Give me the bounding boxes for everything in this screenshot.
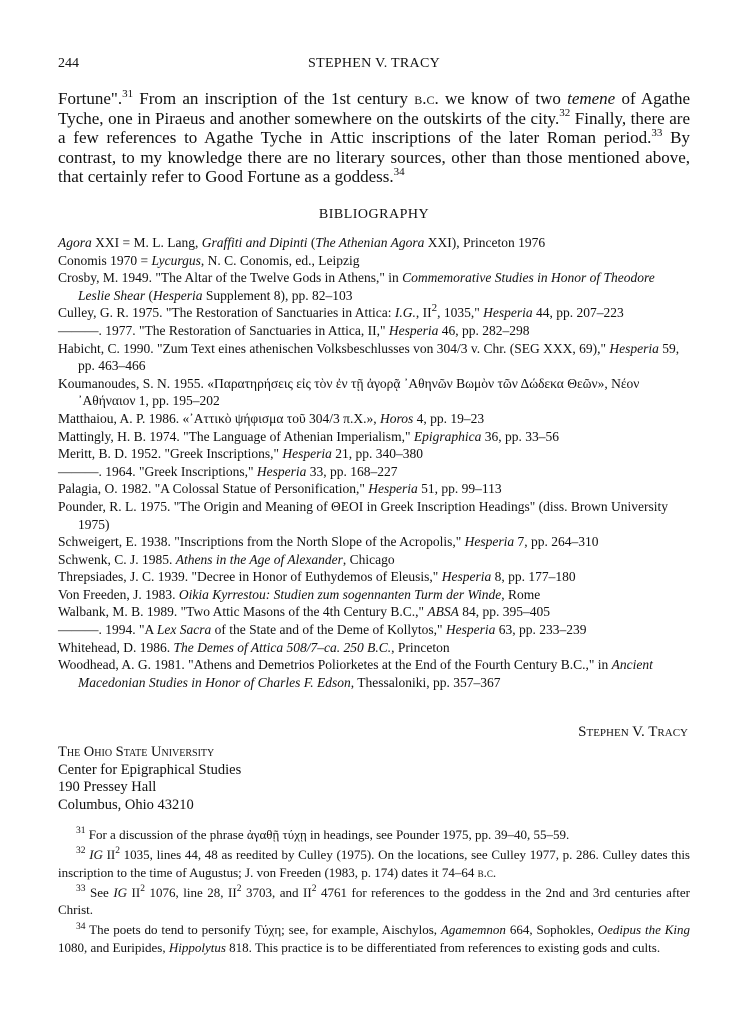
bib-entry: Mattingly, H. B. 1974. "The Language of Athenian Imperialism," Epigraphica 36, pp. 33–56 <box>58 428 559 444</box>
page-number: 244 <box>58 56 79 71</box>
footnote-ref-34[interactable]: 34 <box>393 165 405 178</box>
footnote-33: $^{33}$ See IG $II^2$ 1076, line 28, $II^2$ 3703, and $II^2$ 4761 for references to the goddess in the 2nd and 3rd centuries after Christ. <box>58 884 690 918</box>
bib-entry: Matthaiou, A. P. 1986. «᾿Αττικὸ ψήφισμα τοῦ 304/3 π.Χ.», Horos 4, pp. 19–23 <box>58 410 485 426</box>
bib-entry: Culley, G. R. 1975. "The Restoration of Sanctuaries in Attica: I.G., $II^2$, 1035," Hesperia 44, pp. 207–223 <box>58 302 624 321</box>
footnotes <box>58 826 690 959</box>
running-head: STEPHEN V. TRACY <box>308 56 440 71</box>
footnote-34: $^{34}$ The poets do tend to personify Τύχη; see, for example, Aischylos, Agamemnon 664, Sophokles, Oedipus the King 1080, and Euripides, Hippolytus 818. This practice is to be differentiated from references to existing gods and cults. <box>58 921 690 955</box>
page-header <box>58 56 690 76</box>
bib-entry: Crosby, M. 1949. "The Altar of the Twelve Gods in Athens," in Commemorative Studies in Honor of Theodore Leslie Shear (Hesperia Supplement 8), pp. 82–103 <box>58 270 655 303</box>
bib-entry: Pounder, R. L. 1975. "The Origin and Meaning of ΘΕΟΙ in Greek Inscription Headings" (diss. Brown University 1975) <box>58 498 669 532</box>
bib-entry: Agora XXI = M. L. Lang, Graffiti and Dipinti (The Athenian Agora XXI), Princeton 1976 <box>58 235 546 250</box>
footnote-ref-33[interactable]: 33 <box>651 126 663 139</box>
body-paragraph: Fortune".$^{31}$ From an inscription of the 1st century b.c. we know of two temene of Agathe Tyche, one in Piraeus and another somewhere on the outskirts of the city.$^{32}$ Finally, there are a few references to Agathe Tyche in Attic inscriptions of the later Roman period.$^{33}$ By contrast, to my knowledge there are no literary sources, other than those mentioned above, that certainly refer to Good Fortune as a goddess.$^{34}$ <box>58 87 691 186</box>
bib-entry: ———. 1964. "Greek Inscriptions," Hesperia 33, pp. 168–227 <box>58 463 398 479</box>
bib-entry: Koumanoudes, S. N. 1955. «Παρατηρήσεις εἰς τὸν ἐν τῇ ἀγορᾷ ᾿Αθηνῶν Βωμὸν τῶν Δώδεκα Θεῶν», Νέον ᾿Αθήναιον 1, pp. 195–202 <box>58 375 640 409</box>
footnote-32: $^{32}$ IG $II^2$ 1035, lines 44, 48 as reedited by Culley (1975). On the locations, see Culley 1977, p. 286. Culley dates this inscription to the time of Augustus; J. von Freeden (1983, p. 174) dates it 74–64 b.c. <box>58 846 690 880</box>
bib-entry: ———. 1977. "The Restoration of Sanctuaries in Attica, II," Hesperia 46, pp. 282–298 <box>58 322 530 338</box>
address-institution: The Ohio State University <box>58 744 215 760</box>
bib-entry: Woodhead, A. G. 1981. "Athens and Demetrios Poliorketes at the End of the Fourth Century B.C.," in Ancient Macedonian Studies in Honor of Charles F. Edson, Thessaloniki, pp. 357–367 <box>58 657 653 690</box>
bib-entry: Conomis 1970 = Lycurgus, N. C. Conomis, ed., Leipzig <box>58 252 360 268</box>
bib-entry: Meritt, B. D. 1952. "Greek Inscriptions," Hesperia 21, pp. 340–380 <box>58 446 423 462</box>
bib-entry: ———. 1994. "A Lex Sacra of the State and of the Deme of Kollytos," Hesperia 63, pp. 233–239 <box>58 622 587 638</box>
footnote-ref-32[interactable]: 32 <box>559 107 571 120</box>
address-city: Columbus, Ohio 43210 <box>58 796 194 813</box>
author-address <box>58 744 358 814</box>
bib-entry: Threpsiades, J. C. 1939. "Decree in Honor of Euthydemos of Eleusis," Hesperia 8, pp. 177–180 <box>58 569 576 585</box>
bib-entry: Walbank, M. B. 1989. "Two Attic Masons of the 4th Century B.C.," ABSA 84, pp. 395–405 <box>58 604 550 620</box>
bibliography-heading: BIBLIOGRAPHY <box>318 207 430 222</box>
bibliography-list <box>58 234 690 691</box>
bib-entry: Schweigert, E. 1938. "Inscriptions from the North Slope of the Acropolis," Hesperia 7, pp. 264–310 <box>58 534 599 550</box>
address-center: Center for Epigraphical Studies <box>58 761 242 778</box>
footnote-ref-31[interactable]: 31 <box>122 87 134 100</box>
bib-entry: Palagia, O. 1982. "A Colossal Statue of Personification," Hesperia 51, pp. 99–113 <box>58 481 502 497</box>
author-signature: Stephen V. Tracy <box>578 724 688 740</box>
address-building: 190 Pressey Hall <box>58 779 157 795</box>
bib-entry: Von Freeden, J. 1983. Oikia Kyrrestou: Studien zum sogennanten Turm der Winde, Rome <box>58 586 541 602</box>
footnote-31: $^{31}$ For a discussion of the phrase ἀγαθῇ τύχῃ in headings, see Pounder 1975, pp. 39–40, 55–59. <box>76 826 570 842</box>
bib-entry: Schwenk, C. J. 1985. Athens in the Age of Alexander, Chicago <box>58 551 395 567</box>
bib-entry: Whitehead, D. 1986. The Demes of Attica 508/7–ca. 250 B.C., Princeton <box>58 639 450 655</box>
bib-entry: Habicht, C. 1990. "Zum Text eines athenischen Volksbeschlusses von 304/3 v. Chr. (SEG XXX, 69)," Hesperia 59, pp. 463–466 <box>58 340 680 374</box>
